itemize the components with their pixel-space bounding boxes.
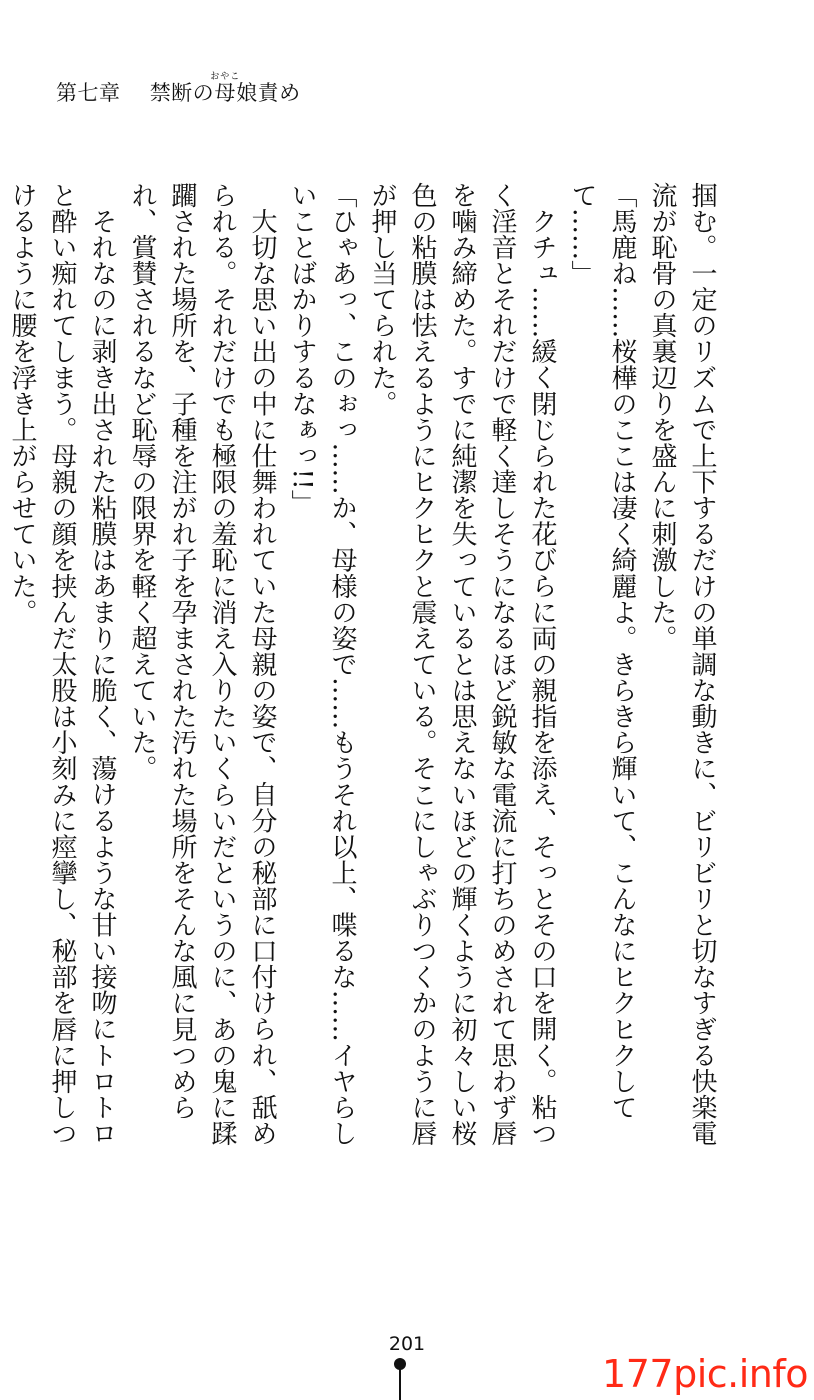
paragraph-4: 「ひゃあっ、このぉっ……か、母様の姿で……もうそれ以上、喋るな……イヤらしいことばかりするなぁっ!!」 [287,182,357,1147]
paragraph-3: クチュ……緩く閉じられた花びらに両の親指を添え、そっとその口を開く。粘つく淫音とそれだけで軽く達しそうになるほど鋭敏な電流に打ちのめされて思わず唇を噛み締めた。すでに純潔を失っているとは思えないほどの輝くように初々しい桜色の粘膜は怯えるようにヒクヒクと震えている。そこにしゃぶりつくかのように唇が押し当てられた。 [367,182,557,1147]
ruby-base: 母 [210,81,241,105]
ruby-reading: おやこ [210,72,241,82]
body-text [7,182,722,1172]
paragraph-6: それなのに剥き出された粘膜はあまりに脆く、蕩けるような甘い接吻にトロトロと酔い痴れてしまう。母親の顔を挟んだ太股は小刻みに痙攣し、秘部を唇に押しつけるように腰を浮き上がらせていた。 [7,182,117,1147]
page-number: 201 [388,1333,426,1355]
chapter-title-pre: 禁断の [149,81,215,105]
site-watermark: 177pic.info [602,1352,808,1396]
paragraph-2: 「馬鹿ね……桜樺のここは凄く綺麗よ。きらきら輝いて、こんなにヒクヒクしてて……」 [567,182,637,1121]
paragraph-7 [0,182,2,1172]
chapter-title [149,72,301,105]
chapter-number: 第七章 [56,81,121,105]
paragraph-1: 掴む。一定のリズムで上下するだけの単調な動きに、ビリビリと切なすぎる快楽電流が恥骨の真裏辺りを盛んに刺激した。 [647,182,717,1147]
page-marker-line [399,1368,401,1400]
paragraph-5: 大切な思い出の中に仕舞われていた母親の姿で、自分の秘部に口付けられ、舐められる。それだけでも極限の羞恥に消え入りたいくらいだというのに、あの鬼に蹂躙された場所を、子種を注がれ子を孕まされた汚れた場所をそんな風に見つめられ、賞賛されるなど恥辱の限界を軽く超えていた。 [127,182,277,1147]
title-ruby [210,72,241,105]
chapter-title-post: 娘責め [236,81,301,105]
running-header [56,72,301,107]
